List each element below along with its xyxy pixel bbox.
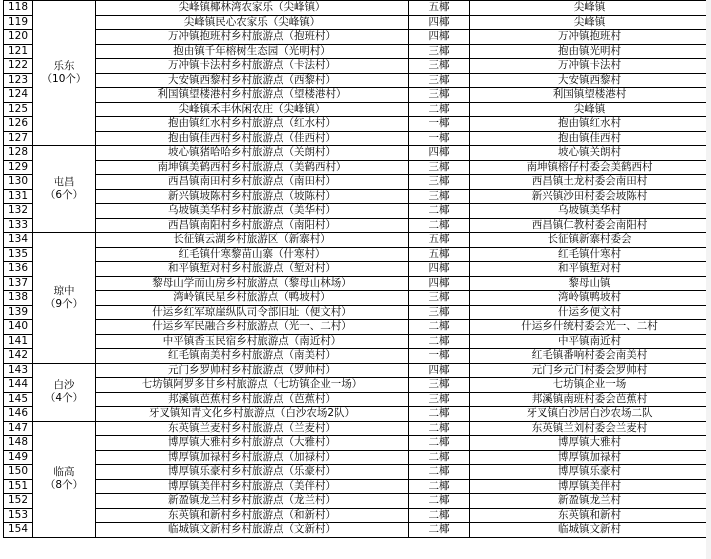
table-row (4, 233, 710, 248)
tourism-site-name: 抱由镇佳西村乡村旅游点（佳西村） (96, 131, 409, 146)
row-number: 147 (4, 421, 33, 436)
tourism-site-name: 万冲镇抱班村乡村旅游点（抱班村） (96, 30, 409, 45)
owning-village: 万冲镇卡法村 (470, 59, 710, 74)
row-number: 131 (4, 189, 33, 204)
table-row (4, 392, 710, 407)
table-row (4, 262, 710, 277)
table-row (4, 465, 710, 480)
table-row (4, 363, 710, 378)
coconut-grade: 二椰 (409, 218, 470, 233)
county-count: （8个） (44, 479, 84, 491)
owning-village: 新兴镇沙田村委会坡陈村 (470, 189, 710, 204)
table-row (4, 131, 710, 146)
coconut-grade: 三椰 (409, 44, 470, 59)
owning-village: 红毛镇什寒村 (470, 247, 710, 262)
table-row (4, 88, 710, 103)
tourism-site-name: 长征镇云湖乡村旅游区（新寨村） (96, 233, 409, 248)
coconut-grade: 一椰 (409, 349, 470, 364)
row-number: 133 (4, 218, 33, 233)
owning-village: 西昌镇仁教村委会南阳村 (470, 218, 710, 233)
owning-village: 尖峰镇 (470, 15, 710, 30)
tourism-site-name: 博厚镇美伴村乡村旅游点（美伴村） (96, 479, 409, 494)
owning-village: 七坊镇企业一场 (470, 378, 710, 393)
county-name: 乐东 (53, 60, 75, 72)
tourism-site-name: 利国镇望楼港村乡村旅游点（望楼港村） (96, 88, 409, 103)
row-number: 138 (4, 291, 33, 306)
coconut-grade: 三椰 (409, 305, 470, 320)
tourism-site-name: 元门乡罗帅村乡村旅游点（罗帅村） (96, 363, 409, 378)
row-number: 132 (4, 204, 33, 219)
tourism-site-name: 牙叉镇知青文化乡村旅游点（白沙农场2队） (96, 407, 409, 422)
table-row (4, 494, 710, 509)
county-name: 白沙 (53, 379, 75, 391)
tourism-site-name: 新兴镇坡陈村乡村旅游点（坡陈村） (96, 189, 409, 204)
coconut-grade: 四椰 (409, 276, 470, 291)
row-number: 121 (4, 44, 33, 59)
row-number: 124 (4, 88, 33, 103)
table-row (4, 44, 710, 59)
table-body (4, 1, 710, 538)
tourism-site-name: 尖峰镇禾丰休闲农庄（尖峰镇） (96, 102, 409, 117)
rural-tourism-list-table (3, 0, 710, 538)
owning-village: 万冲镇抱班村 (470, 30, 710, 45)
table-row (4, 117, 710, 132)
row-number: 136 (4, 262, 33, 277)
coconut-grade: 四椰 (409, 363, 470, 378)
coconut-grade: 三椰 (409, 291, 470, 306)
county-count: （10个） (41, 73, 87, 85)
tourism-site-name: 乌坡镇美华村乡村旅游点（美华村） (96, 204, 409, 219)
row-number: 127 (4, 131, 33, 146)
table-row (4, 15, 710, 30)
owning-village: 坡心镇关朗村 (470, 146, 710, 161)
tourism-site-name: 坡心镇猪哈哈乡村旅游点（关朗村） (96, 146, 409, 161)
row-number: 141 (4, 334, 33, 349)
row-number: 151 (4, 479, 33, 494)
tourism-site-name: 南坤镇美鹤西村乡村旅游点（美鹤西村） (96, 160, 409, 175)
table-row (4, 146, 710, 161)
coconut-grade: 二椰 (409, 479, 470, 494)
coconut-grade: 三椰 (409, 175, 470, 190)
tourism-site-name: 东英镇兰麦村乡村旅游点（兰麦村） (96, 421, 409, 436)
owning-village: 博厚镇大雅村 (470, 436, 710, 451)
owning-village: 红毛镇番响村委会南美村 (470, 349, 710, 364)
tourism-site-name: 黎母山学而山房乡村旅游点（黎母山林场） (96, 276, 409, 291)
coconut-grade: 五椰 (409, 233, 470, 248)
row-number: 148 (4, 436, 33, 451)
owning-village: 邦溪镇南班村委会芭蕉村 (470, 392, 710, 407)
table-row (4, 30, 710, 45)
owning-village: 博厚镇加禄村 (470, 450, 710, 465)
coconut-grade: 一椰 (409, 117, 470, 132)
owning-village: 临城镇文新村 (470, 523, 710, 538)
owning-village: 尖峰镇 (470, 1, 710, 16)
owning-village: 湾岭镇鸭坡村 (470, 291, 710, 306)
county-cell (33, 421, 96, 537)
table-row (4, 508, 710, 523)
row-number: 137 (4, 276, 33, 291)
coconut-grade: 二椰 (409, 436, 470, 451)
coconut-grade: 二椰 (409, 320, 470, 335)
row-number: 126 (4, 117, 33, 132)
tourism-site-name: 西昌镇南田村乡村旅游点（南田村） (96, 175, 409, 190)
county-count: （4个） (44, 392, 84, 404)
table-row (4, 334, 710, 349)
owning-village: 西昌镇土龙村委会南田村 (470, 175, 710, 190)
coconut-grade: 三椰 (409, 73, 470, 88)
owning-village: 新盈镇龙兰村 (470, 494, 710, 509)
tourism-site-name: 西昌镇南阳村乡村旅游点（南阳村） (96, 218, 409, 233)
owning-village: 南坤镇榕仔村委会美鹤西村 (470, 160, 710, 175)
tourism-site-name: 临城镇文新村乡村旅游点（文新村） (96, 523, 409, 538)
tourism-site-name: 万冲镇卡法村乡村旅游点（卡法村） (96, 59, 409, 74)
owning-village: 乌坡镇美华村 (470, 204, 710, 219)
row-number: 143 (4, 363, 33, 378)
table-row (4, 523, 710, 538)
owning-village: 什运乡便文村 (470, 305, 710, 320)
row-number: 118 (4, 1, 33, 16)
tourism-site-name: 湾岭镇民星乡村旅游点（鸭坡村） (96, 291, 409, 306)
table-row (4, 59, 710, 74)
table-row (4, 421, 710, 436)
row-number: 149 (4, 450, 33, 465)
coconut-grade: 五椰 (409, 247, 470, 262)
tourism-site-name: 什运乡军民融合乡村旅游点（光一、二村） (96, 320, 409, 335)
county-cell (33, 146, 96, 233)
coconut-grade: 二椰 (409, 421, 470, 436)
owning-village: 中平镇南近村 (470, 334, 710, 349)
tourism-site-name: 博厚镇乐豪村乡村旅游点（乐豪村） (96, 465, 409, 480)
table-row (4, 479, 710, 494)
owning-village: 东英镇兰刘村委会兰麦村 (470, 421, 710, 436)
county-count: （6个） (44, 189, 84, 201)
coconut-grade: 四椰 (409, 30, 470, 45)
coconut-grade: 二椰 (409, 334, 470, 349)
tourism-site-name: 新盈镇龙兰村乡村旅游点（龙兰村） (96, 494, 409, 509)
row-number: 128 (4, 146, 33, 161)
coconut-grade: 三椰 (409, 160, 470, 175)
county-name: 临高 (53, 466, 75, 478)
county-count: （9个） (44, 297, 84, 310)
row-number: 122 (4, 59, 33, 74)
tourism-site-name: 博厚镇加禄村乡村旅游点（加禄村） (96, 450, 409, 465)
tourism-site-name: 抱由镇红水村乡村旅游点（红水村） (96, 117, 409, 132)
tourism-site-name: 中平镇香玉民宿乡村旅游点（南近村） (96, 334, 409, 349)
owning-village: 大安镇西黎村 (470, 73, 710, 88)
coconut-grade: 二椰 (409, 508, 470, 523)
coconut-grade: 一椰 (409, 131, 470, 146)
county-cell (33, 363, 96, 421)
row-number: 134 (4, 233, 33, 248)
table-row (4, 320, 710, 335)
table-row (4, 204, 710, 219)
tourism-site-name: 尖峰镇民心农家乐（尖峰镇） (96, 15, 409, 30)
owning-village: 抱由镇光明村 (470, 44, 710, 59)
row-number: 120 (4, 30, 33, 45)
row-number: 139 (4, 305, 33, 320)
coconut-grade: 二椰 (409, 407, 470, 422)
tourism-site-name: 大安镇西黎村乡村旅游点（西黎村） (96, 73, 409, 88)
coconut-grade: 二椰 (409, 102, 470, 117)
owning-village: 东英镇和新村 (470, 508, 710, 523)
coconut-grade: 四椰 (409, 15, 470, 30)
table-row (4, 305, 710, 320)
coconut-grade: 四椰 (409, 146, 470, 161)
tourism-site-name: 红毛镇什寒黎苗山寨（什寒村） (96, 247, 409, 262)
coconut-grade: 三椰 (409, 189, 470, 204)
tourism-site-name: 东英镇和新村乡村旅游点（和新村） (96, 508, 409, 523)
table-row (4, 378, 710, 393)
tourism-site-name: 邦溪镇芭蕉村乡村旅游点（芭蕉村） (96, 392, 409, 407)
tourism-site-name: 七坊镇阿罗多甘乡村旅游点（七坊镇企业一场） (96, 378, 409, 393)
owning-village: 牙叉镇白沙居白沙农场二队 (470, 407, 710, 422)
table-row (4, 218, 710, 233)
right-edge-strip (706, 0, 711, 559)
row-number: 140 (4, 320, 33, 335)
row-number: 123 (4, 73, 33, 88)
owning-village: 抱由镇佳西村 (470, 131, 710, 146)
coconut-grade: 四椰 (409, 262, 470, 277)
row-number: 142 (4, 349, 33, 364)
row-number: 150 (4, 465, 33, 480)
table-row (4, 349, 710, 364)
row-number: 135 (4, 247, 33, 262)
row-number: 145 (4, 392, 33, 407)
coconut-grade: 二椰 (409, 465, 470, 480)
table-row (4, 247, 710, 262)
table-row (4, 276, 710, 291)
owning-village: 尖峰镇 (470, 102, 710, 117)
row-number: 125 (4, 102, 33, 117)
coconut-grade: 二椰 (409, 450, 470, 465)
owning-village: 利国镇望楼港村 (470, 88, 710, 103)
tourism-site-name: 尖峰镇椰林湾农家乐（尖峰镇） (96, 1, 409, 16)
coconut-grade: 三椰 (409, 59, 470, 74)
row-number: 130 (4, 175, 33, 190)
row-number: 146 (4, 407, 33, 422)
coconut-grade: 三椰 (409, 378, 470, 393)
tourism-site-name: 抱由镇千年榕树生态园（光明村） (96, 44, 409, 59)
owning-village: 博厚镇美伴村 (470, 479, 710, 494)
coconut-grade: 三椰 (409, 88, 470, 103)
coconut-grade: 五椰 (409, 1, 470, 16)
coconut-grade: 三椰 (409, 392, 470, 407)
coconut-grade: 二椰 (409, 204, 470, 219)
owning-village: 和平镇堑对村 (470, 262, 710, 277)
coconut-grade: 二椰 (409, 494, 470, 509)
table-row (4, 407, 710, 422)
county-name: 琼中 (53, 284, 75, 297)
owning-village: 什运乡什统村委会光一、二村 (470, 320, 710, 335)
owning-village: 长征镇新寨村委会 (470, 233, 710, 248)
tourism-site-name: 博厚镇大雅村乡村旅游点（大雅村） (96, 436, 409, 451)
row-number: 152 (4, 494, 33, 509)
owning-village: 博厚镇乐豪村 (470, 465, 710, 480)
coconut-grade: 二椰 (409, 523, 470, 538)
row-number: 153 (4, 508, 33, 523)
table-row (4, 189, 710, 204)
row-number: 154 (4, 523, 33, 538)
table-row (4, 291, 710, 306)
table-row (4, 160, 710, 175)
row-number: 144 (4, 378, 33, 393)
owning-village: 元门乡元门村委会罗帅村 (470, 363, 710, 378)
table-row (4, 102, 710, 117)
owning-village: 黎母山镇 (470, 276, 710, 291)
tourism-site-name: 什运乡红军琼崖纵队司令部旧址（便文村） (96, 305, 409, 320)
table-row (4, 73, 710, 88)
owning-village: 抱由镇红水村 (470, 117, 710, 132)
table-row (4, 450, 710, 465)
table-row (4, 175, 710, 190)
county-cell (33, 1, 96, 146)
table-row (4, 436, 710, 451)
tourism-site-name: 和平镇堑对村乡村旅游点（堑对村） (96, 262, 409, 277)
row-number: 119 (4, 15, 33, 30)
county-cell (33, 233, 96, 364)
tourism-site-name: 红毛镇南美村乡村旅游点（南美村） (96, 349, 409, 364)
table-row (4, 1, 710, 16)
row-number: 129 (4, 160, 33, 175)
county-name: 屯昌 (53, 176, 75, 188)
